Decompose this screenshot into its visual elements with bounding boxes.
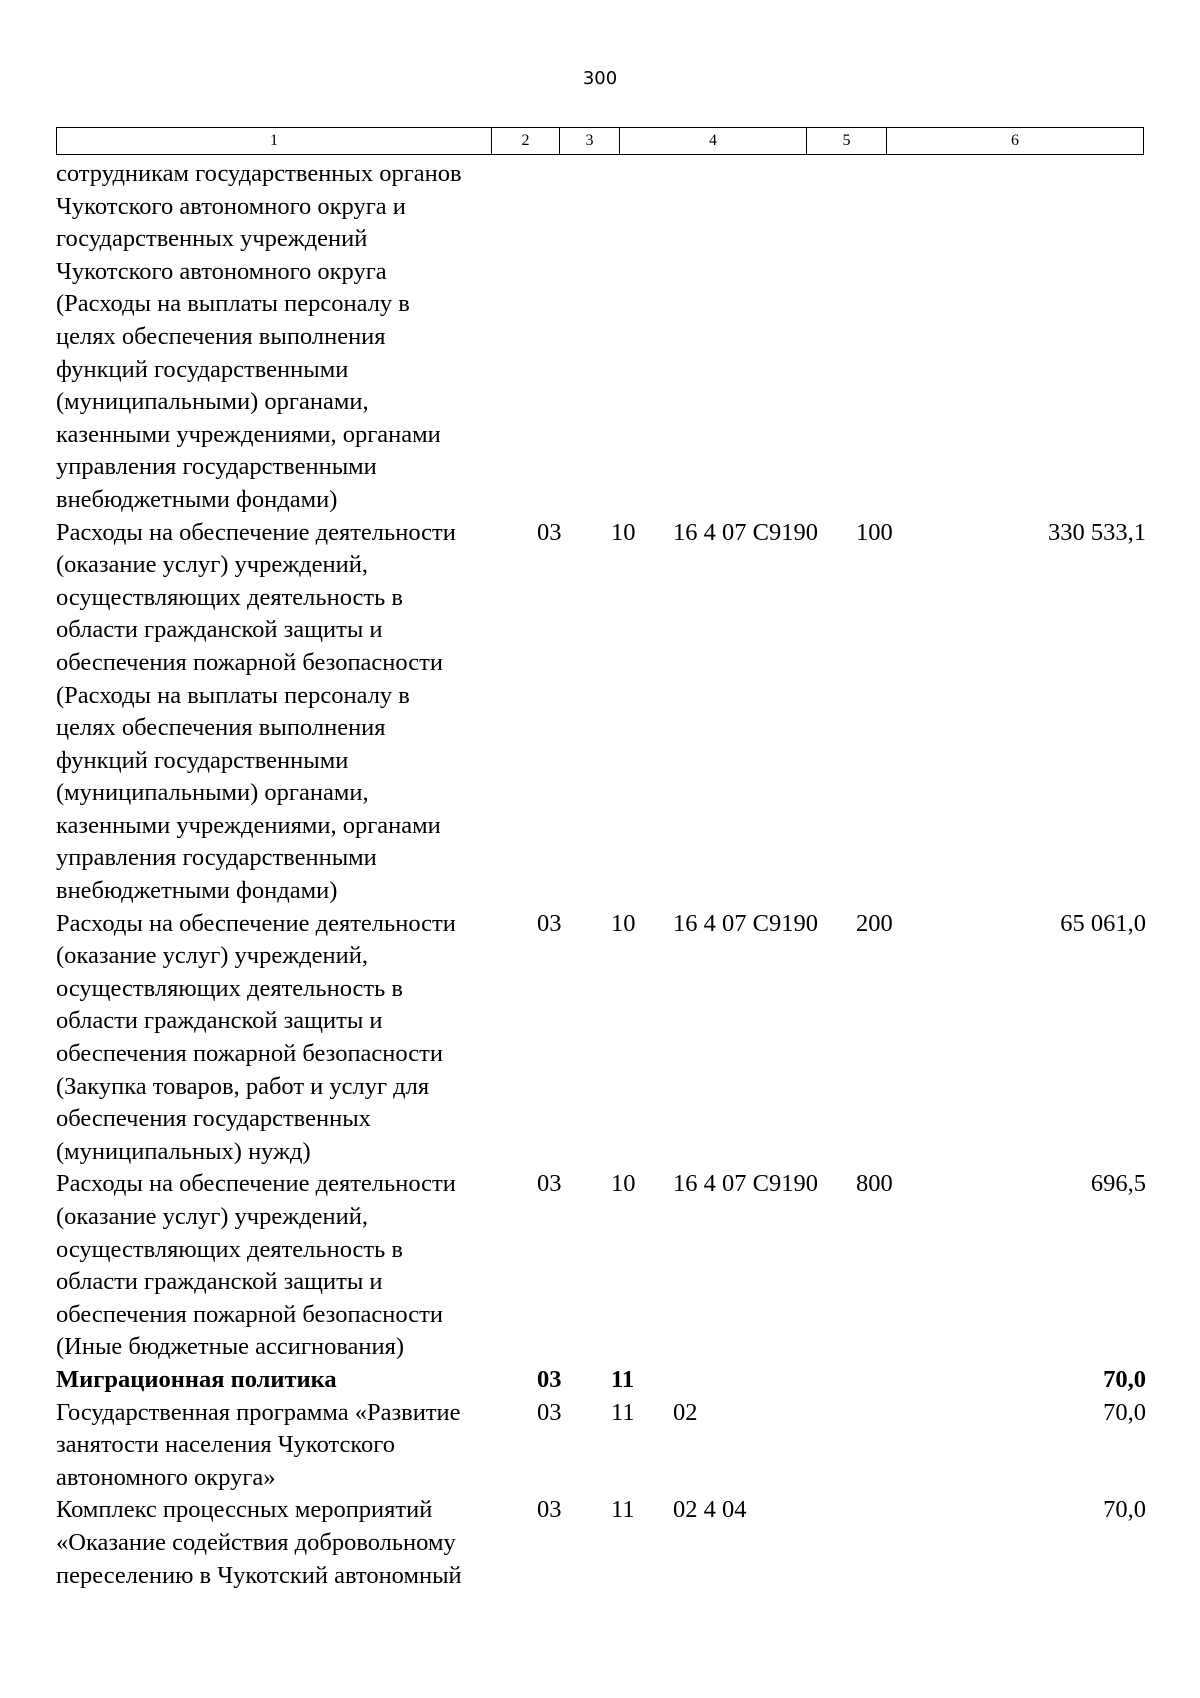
row-expense-type bbox=[856, 158, 932, 517]
row-name: Государственная программа «Развитие занятости населения Чукотского автономного округа» bbox=[56, 1398, 461, 1491]
row-section bbox=[534, 158, 608, 517]
column-header-table bbox=[56, 127, 1144, 155]
row-section: 03 bbox=[537, 1170, 562, 1198]
table-row bbox=[56, 158, 1146, 517]
row-amount: 696,5 bbox=[1090, 1170, 1146, 1198]
row-subsection: 11 bbox=[611, 1496, 635, 1524]
table-row bbox=[56, 1168, 1146, 1364]
row-subsection bbox=[608, 158, 673, 517]
row-name: Расходы на обеспечение деятельности (оказание услуг) учреждений, осуществляющих деятельность в области гражданской защиты и обеспечения пожарной безопасности (Закупка товаров, работ и услуг для обеспечения государственных (муниципальных) нужд) bbox=[56, 909, 456, 1165]
table-row bbox=[56, 1494, 1146, 1592]
row-expense-type: 800 bbox=[856, 1170, 893, 1198]
row-section: 03 bbox=[537, 1398, 562, 1426]
row-target-code: 16 4 07 С9190 bbox=[673, 909, 818, 937]
column-header-6: 6 bbox=[887, 128, 1144, 155]
row-subsection: 10 bbox=[611, 909, 636, 937]
row-section: 03 bbox=[537, 1496, 562, 1524]
row-expense-type bbox=[856, 1364, 932, 1397]
column-header-4: 4 bbox=[620, 128, 807, 155]
table-row bbox=[56, 517, 1146, 908]
row-target-code: 02 bbox=[673, 1398, 698, 1426]
row-expense-type: 200 bbox=[856, 909, 893, 937]
row-subsection: 10 bbox=[611, 518, 636, 546]
budget-table bbox=[56, 158, 1146, 1592]
row-target-code: 16 4 07 С9190 bbox=[673, 518, 818, 546]
row-amount: 330 533,1 bbox=[1048, 518, 1146, 546]
column-header-row bbox=[57, 128, 1144, 155]
row-name: Миграционная политика bbox=[56, 1365, 337, 1393]
row-section: 03 bbox=[537, 1365, 562, 1393]
row-subsection: 11 bbox=[611, 1398, 635, 1426]
table-row-section-heading bbox=[56, 1364, 1146, 1397]
row-target-code: 02 4 04 bbox=[673, 1496, 747, 1524]
row-subsection: 10 bbox=[611, 1170, 636, 1198]
column-header-3: 3 bbox=[560, 128, 620, 155]
row-subsection: 11 bbox=[611, 1365, 635, 1393]
row-amount: 70,0 bbox=[1103, 1496, 1146, 1524]
row-section: 03 bbox=[537, 518, 562, 546]
row-amount: 70,0 bbox=[1103, 1398, 1146, 1426]
page-number: 300 bbox=[582, 68, 618, 89]
column-header-1: 1 bbox=[57, 128, 492, 155]
row-expense-type bbox=[856, 1397, 932, 1495]
row-amount bbox=[932, 158, 1146, 517]
table-row bbox=[56, 1397, 1146, 1495]
row-expense-type: 100 bbox=[856, 518, 893, 546]
row-amount: 70,0 bbox=[1103, 1365, 1146, 1393]
table-row bbox=[56, 908, 1146, 1169]
row-section: 03 bbox=[537, 909, 562, 937]
row-expense-type bbox=[856, 1494, 932, 1592]
row-name: Расходы на обеспечение деятельности (оказание услуг) учреждений, осуществляющих деятельность в области гражданской защиты и обеспечения пожарной безопасности (Иные бюджетные ассигнования) bbox=[56, 1170, 456, 1361]
row-amount: 65 061,0 bbox=[1060, 909, 1146, 937]
row-name: Расходы на обеспечение деятельности (оказание услуг) учреждений, осуществляющих деятельность в области гражданской защиты и обеспечения пожарной безопасности (Расходы на выплаты персоналу в целях обеспечения выполнения функций государственными (муниципальными) органами, казенными учреждениями, органами управления государственными внебюджетными фондами) bbox=[56, 518, 456, 905]
row-target-code: 16 4 07 С9190 bbox=[673, 1170, 818, 1198]
row-name: сотрудникам государственных органов Чукотского автономного округа и государственных учреждений Чукотского автономного округа (Расходы на выплаты персоналу в целях обеспечения выполнения функций государственными (муниципальными) органами, казенными учреждениями, органами управления государственными внебюджетными фондами) bbox=[56, 160, 462, 513]
column-header-2: 2 bbox=[492, 128, 560, 155]
column-header-5: 5 bbox=[807, 128, 887, 155]
row-target-code bbox=[673, 158, 856, 517]
row-target-code bbox=[673, 1364, 856, 1397]
row-name: Комплекс процессных мероприятий «Оказание содействия добровольному переселению в Чукотский автономный bbox=[56, 1496, 462, 1589]
